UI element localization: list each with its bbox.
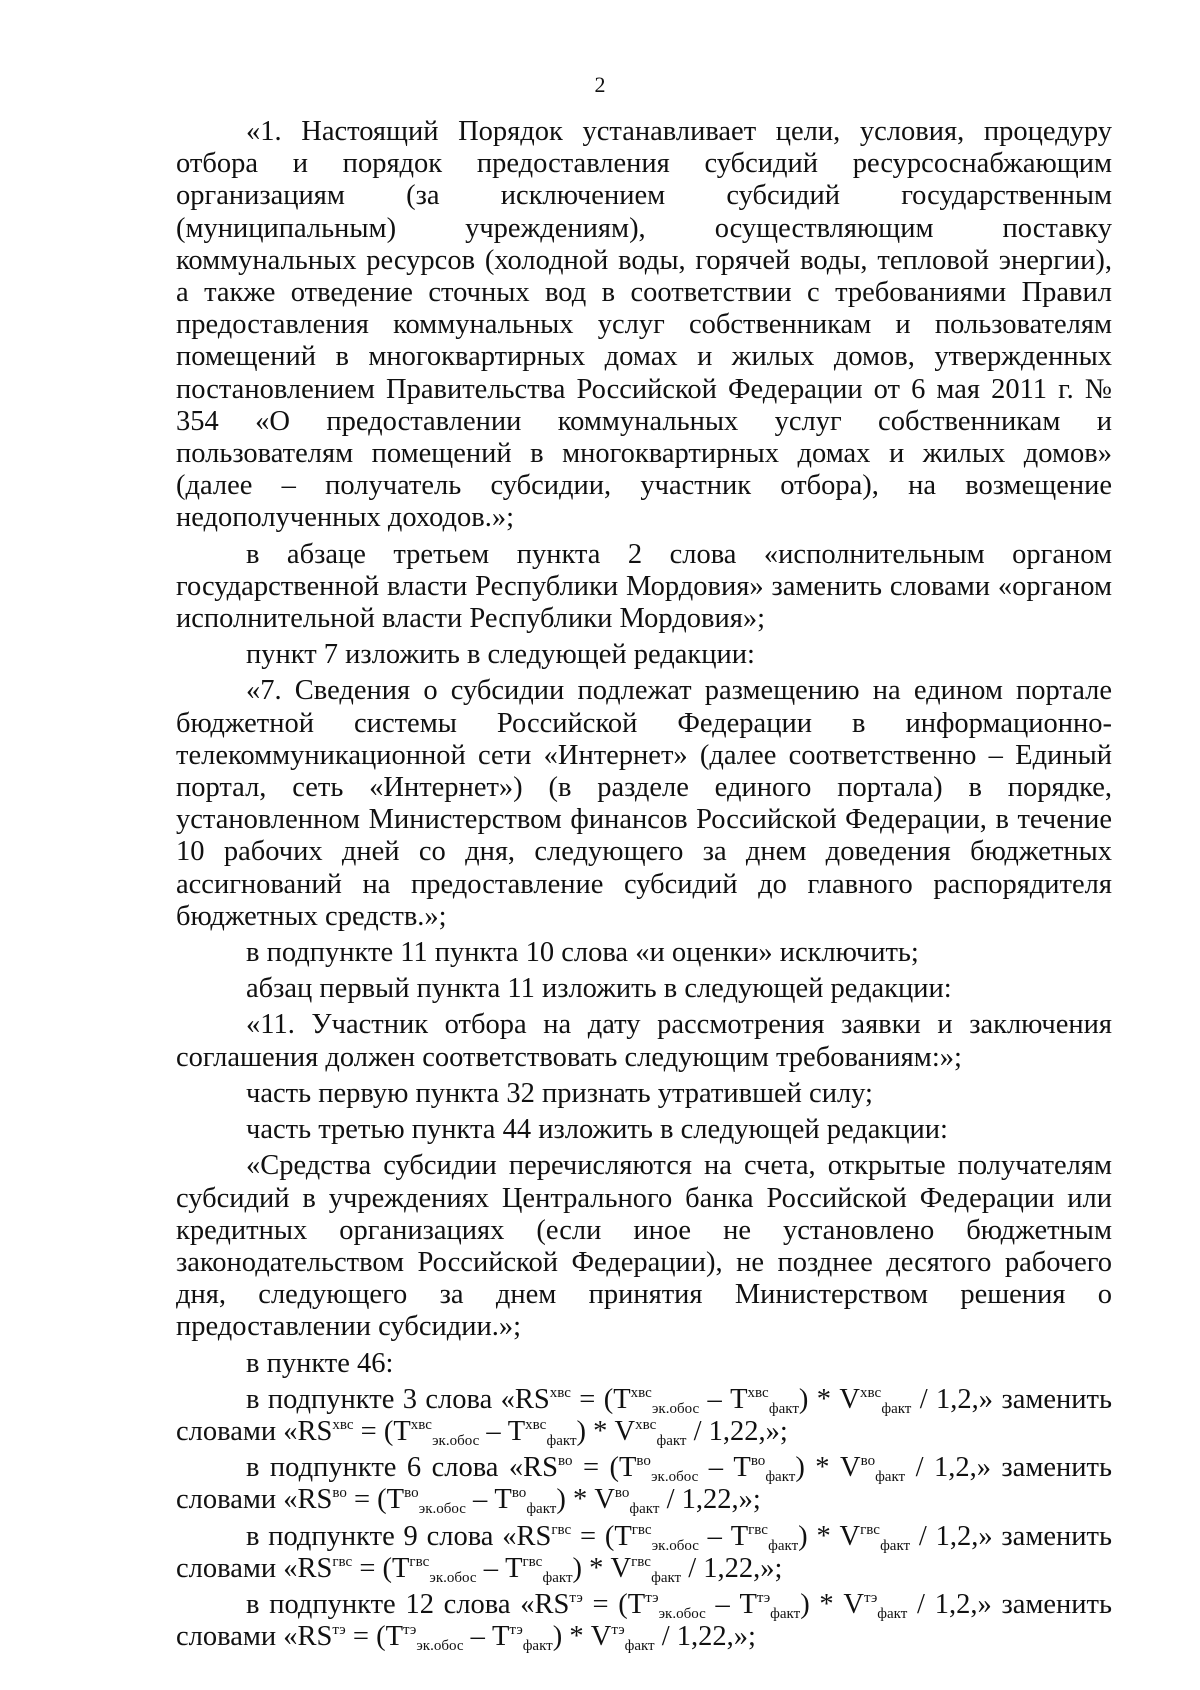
paragraph-7: «11. Участник отбора на дату рассмотрения заявки и заключения соглашения должен соответствовать следующим требованиям:»; [176,1009,1112,1073]
superscript: тэ [756,1589,771,1606]
superscript: во [860,1453,876,1470]
subscript: факт [881,1400,912,1417]
superscript: хвс [860,1384,882,1401]
subscript: эк.обос [416,1638,464,1655]
formula-text: = (T [571,1520,632,1552]
subscript: эк.обос [651,1469,699,1486]
formula-paragraph [176,1384,1112,1448]
superscript: во [332,1485,347,1502]
formula-text: – T [698,1452,751,1484]
subscript: факт [765,1469,796,1486]
formula-text: / 1,22,»; [681,1552,783,1584]
paragraph-10: «Средства субсидии перечисляются на счета, открытые получателям субсидий в учреждениях Центрального банка Российской Федерации или кредитных организациях (если иное не установлено бюджетным законодательством Российской Федерации), не позднее десятого рабочего дня, следующего за днем принятия Министерством решения о предоставлении субсидии.»; [176,1150,1112,1343]
formula-text: ) * V [795,1452,861,1484]
formula-text: = (T [353,1415,411,1447]
superscript: во [511,1485,527,1502]
superscript: гвс [332,1553,353,1570]
paragraph-6: абзац первый пункта 11 изложить в следующей редакции: [246,973,952,1005]
subscript: эк.обос [658,1605,706,1622]
subscript: эк.обос [432,1432,480,1449]
superscript: хвс [635,1416,657,1433]
subscript: факт [768,1537,799,1554]
superscript: тэ [645,1589,659,1606]
subscript: факт [526,1501,557,1518]
subscript: факт [546,1432,577,1449]
superscript: хвс [332,1416,354,1433]
subscript: эк.обос [418,1501,466,1518]
formula-text: заменить словами «RS [176,1588,1112,1653]
superscript: хвс [410,1416,433,1433]
formula-text: = (T [572,1452,637,1484]
superscript: гвс [748,1521,769,1538]
formula-text: ) * V [576,1415,636,1447]
superscript: тэ [509,1622,523,1639]
formula-text: / 1,22,»; [659,1484,761,1516]
subscript: факт [880,1537,911,1554]
subscript: эк.обос [651,1400,700,1417]
formula-text: / 1,22,»; [654,1621,756,1653]
formula-text: / 1,2,» [910,1520,993,1552]
formula-text: – T [698,1520,749,1552]
formula-text: – T [463,1621,510,1653]
superscript: во [636,1453,652,1470]
formula-text: – T [705,1588,757,1620]
superscript: во [614,1485,630,1502]
formula-text: ) * V [572,1552,632,1584]
formula-paragraph [176,1521,1112,1585]
superscript: тэ [863,1589,878,1606]
formula-intro: в подпункте 9 слова «RS [246,1520,552,1552]
paragraph-8: часть первую пункта 32 признать утратившей силу; [246,1077,873,1109]
superscript: хвс [630,1384,652,1401]
page-number: 2 [594,72,606,97]
formula-intro: в подпункте 6 слова «RS [246,1452,559,1484]
paragraph-5: в подпункте 11 пункта 10 слова «и оценки» исключить; [246,937,919,969]
superscript: тэ [332,1622,346,1639]
formula-intro: в подпункте 3 слова «RS [246,1383,550,1415]
subscript: факт [624,1638,655,1655]
superscript: во [558,1453,573,1470]
paragraph-2: в абзаце третьем пункта 2 слова «исполнительным органом государственной власти Республики Мордовия» заменить словами «органом исполнительной власти Республики Мордовия»; [176,538,1112,635]
superscript: гвс [551,1521,572,1538]
superscript: тэ [402,1622,417,1639]
formula-text: = (T [352,1552,410,1584]
superscript: гвс [409,1553,430,1570]
formula-text: = (T [570,1383,631,1415]
formula-text: ) * V [798,1520,861,1552]
formula-paragraph [176,1452,1112,1516]
subscript: факт [629,1501,660,1518]
subscript: факт [875,1469,906,1486]
formula-text: заменить словами «RS [176,1383,1112,1447]
subscript: эк.обос [429,1569,477,1586]
formula-text: = (T [582,1588,646,1620]
formula-text: ) * V [798,1383,860,1415]
formula-text: ) * V [552,1621,612,1653]
superscript: во [404,1485,419,1502]
paragraph-3: пункт 7 изложить в следующей редакции: [246,639,755,671]
formula-text: ) * V [556,1484,615,1516]
paragraph-11: в пункте 46: [246,1347,394,1379]
subscript: эк.обос [651,1537,699,1554]
document-body [176,116,1112,1653]
formula-text: – T [465,1484,512,1516]
formula-text: – T [699,1383,748,1415]
formula-text: заменить словами «RS [176,1452,1112,1516]
paragraph-9: часть третью пункта 44 изложить в следующей редакции: [246,1114,948,1146]
formula-paragraph [176,1589,1112,1653]
superscript: гвс [631,1521,652,1538]
formula-text: / 1,2,» [905,1452,991,1484]
subscript: факт [651,1569,682,1586]
subscript: факт [542,1569,573,1586]
formula-text: = (T [346,1484,405,1516]
formula-text: заменить словами «RS [176,1520,1112,1584]
paragraph-4: «7. Сведения о субсидии подлежат размещению на едином портале бюджетной системы Российской Федерации в информационно-телекоммуникационной сети «Интернет» (далее соответственно – Единый портал, сеть «Интернет») (в разделе единого портала) в порядке, установленном Министерством финансов Российской Федерации, в течение 10 рабочих дней со дня, следующего за днем доведения бюджетных ассигнований на предоставление субсидий до главного распорядителя бюджетных средств.»; [176,675,1112,932]
superscript: хвс [525,1416,547,1433]
formula-text: – T [476,1552,523,1584]
subscript: факт [877,1605,908,1622]
superscript: хвс [549,1384,571,1401]
superscript: гвс [860,1521,881,1538]
superscript: гвс [631,1553,652,1570]
formula-text: / 1,2,» [907,1588,992,1620]
subscript: факт [768,1400,799,1417]
formula-text: ) * V [800,1588,864,1620]
subscript: факт [770,1605,801,1622]
superscript: тэ [611,1622,625,1639]
formula-text: – T [479,1415,526,1447]
formula-intro: в подпункте 12 слова «RS [246,1588,570,1620]
formula-text: / 1,2,» [911,1383,994,1415]
paragraph-1: «1. Настоящий Порядок устанавливает цели, условия, процедуру отбора и порядок предоставления субсидий ресурсоснабжающим организациям (за исключением субсидий государственным (муниципальным) учреждениям), осуществляющим поставку коммунальных ресурсов (холодной воды, горячей воды, тепловой энергии), а также отведение сточных вод в соответствии с требованиями Правил предоставления коммунальных услуг собственникам и пользователям помещений в многоквартирных домах и жилых домов, утвержденных постановлением Правительства Российской Федерации от 6 мая 2011 г. № 354 «О предоставлении коммунальных услуг собственникам и пользователям помещений в многоквартирных домах и жилых домов» (далее – получатель субсидии, участник отбора), на возмещение недополученных доходов.»; [176,116,1112,534]
formula-text: = (T [345,1621,403,1653]
subscript: факт [656,1432,687,1449]
superscript: во [750,1453,766,1470]
superscript: гвс [522,1553,543,1570]
superscript: хвс [747,1384,769,1401]
superscript: тэ [569,1589,583,1606]
formula-text: / 1,22,»; [686,1415,788,1447]
subscript: факт [522,1638,553,1655]
formula-replacements [176,1384,1112,1654]
